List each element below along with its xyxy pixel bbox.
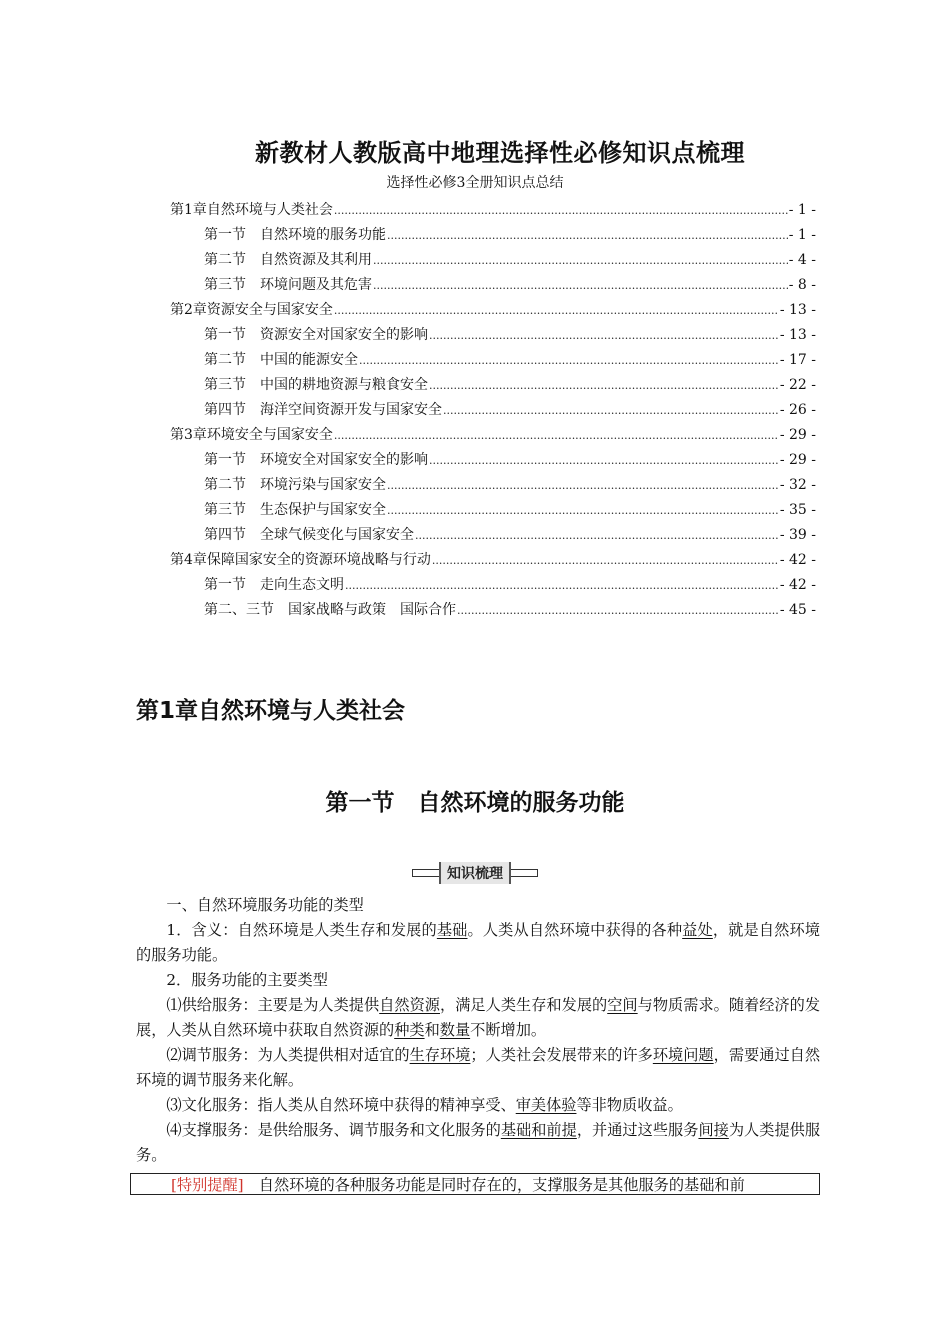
toc-entry-page: - 39 - [779,527,816,543]
paragraph-supply-service [136,993,820,1043]
toc-entry[interactable] [170,298,816,323]
toc-entry[interactable] [170,473,816,498]
toc-entry-page: - 26 - [779,402,816,418]
toc-entry-page: - 1 - [788,227,816,243]
underlined-keyword: 益处 [682,921,713,939]
toc-entry[interactable] [170,423,816,448]
table-of-contents [170,198,816,623]
toc-entry-title: 第一节 自然环境的服务功能 [204,227,386,243]
toc-entry-page: - 22 - [779,377,816,393]
toc-entry[interactable] [170,398,816,423]
toc-leader-dots [415,523,779,548]
toc-leader-dots [457,598,779,623]
underlined-keyword: 间接 [698,1121,729,1139]
text-run: ⑴供给服务：主要是为人类提供 [166,996,380,1014]
toc-entry-page: - 13 - [779,302,816,318]
underlined-keyword: 数量 [439,1021,471,1039]
toc-entry-title: 第四节 全球气候变化与国家安全 [204,527,414,543]
toc-leader-dots [345,573,779,598]
toc-entry[interactable] [170,323,816,348]
banner-left-rule [412,869,439,877]
toc-entry-page: - 29 - [779,452,816,468]
underlined-keyword: 审美体验 [515,1096,577,1114]
toc-leader-dots [373,273,788,298]
text-run: ⑶文化服务：指人类从自然环境中获得的精神享受、 [166,1096,516,1114]
text-run: 等非物质收益。 [576,1096,683,1114]
toc-entry-title: 第三节 环境问题及其危害 [204,277,372,293]
toc-leader-dots [334,198,788,223]
toc-entry[interactable] [170,198,816,223]
paragraph-types-heading: 2．服务功能的主要类型 [166,971,328,989]
toc-entry-title: 第一节 环境安全对国家安全的影响 [204,452,428,468]
paragraph-cultural-service [136,1093,820,1118]
toc-entry[interactable] [170,348,816,373]
text-run: ，需要通过自然环境的调节服务来化解。 [136,1046,821,1089]
toc-entry[interactable] [170,248,816,273]
text-run: ；人类社会发展带来的许多 [470,1046,653,1064]
toc-entry-title: 第二节 中国的能源安全 [204,352,358,368]
toc-entry[interactable] [170,548,816,573]
toc-entry-title: 第四节 海洋空间资源开发与国家安全 [204,402,442,418]
toc-leader-dots [387,498,779,523]
toc-entry-title: 第1章自然环境与人类社会 [170,202,333,218]
document-subtitle: 选择性必修3全册知识点总结 [386,175,564,191]
special-reminder-tag: [特别提醒] [171,1176,244,1194]
toc-leader-dots [443,398,779,423]
toc-entry-page: - 42 - [779,577,816,593]
section-title: 第一节 自然环境的服务功能 [325,790,625,816]
toc-entry-page: - 1 - [788,202,816,218]
toc-entry-title: 第二节 自然资源及其利用 [204,252,372,268]
toc-entry-page: - 29 - [779,427,816,443]
underlined-keyword: 种类 [394,1021,425,1039]
text-run: 不断增加。 [470,1021,547,1039]
toc-entry[interactable] [170,273,816,298]
toc-entry[interactable] [170,598,816,623]
toc-entry[interactable] [170,223,816,248]
toc-entry-title: 第三节 中国的耕地资源与粮食安全 [204,377,428,393]
text-run: 为人类提供服务。 [136,1121,821,1164]
text-run: ⑷支撑服务：是供给服务、调节服务和文化服务的 [166,1121,501,1139]
body-text [136,893,820,1168]
toc-leader-dots [373,248,788,273]
toc-entry[interactable] [170,373,816,398]
toc-entry-title: 第一节 走向生态文明 [204,577,344,593]
text-run: ，就是自然环境的服务功能。 [136,921,821,964]
heading-one: 一、自然环境服务功能的类型 [166,896,364,914]
toc-leader-dots [359,348,779,373]
toc-entry-page: - 42 - [779,552,816,568]
toc-entry-title: 第一节 资源安全对国家安全的影响 [204,327,428,343]
document-title: 新教材人教版高中地理选择性必修知识点梳理 [255,139,745,167]
toc-entry-title: 第二节 环境污染与国家安全 [204,477,386,493]
paragraph-definition [136,918,820,968]
toc-entry-page: - 32 - [779,477,816,493]
paragraph-supporting-service [136,1118,820,1168]
underlined-keyword: 环境问题 [652,1046,714,1064]
toc-entry-title: 第2章资源安全与国家安全 [170,302,333,318]
text-run: 与物质需求。随着经济的发展，人类从自然环境中获取自然资源的 [136,996,821,1039]
toc-entry-title: 第三节 生态保护与国家安全 [204,502,386,518]
underlined-keyword: 自然资源 [379,996,441,1014]
text-run: ，并通过这些服务 [576,1121,699,1139]
toc-leader-dots [334,423,779,448]
toc-entry[interactable] [170,523,816,548]
toc-leader-dots [429,373,779,398]
toc-entry-title: 第4章保障国家安全的资源环境战略与行动 [170,552,431,568]
toc-entry[interactable] [170,448,816,473]
toc-entry-page: - 4 - [788,252,816,268]
special-reminder-box [130,1173,820,1195]
banner-right-rule [511,869,538,877]
text-run: 1．含义：自然环境是人类生存和发展的 [166,921,437,939]
text-run: 。人类从自然环境中获得的各种 [467,921,683,939]
toc-leader-dots [432,548,779,573]
underlined-keyword: 生存环境 [409,1046,471,1064]
special-reminder-text: 自然环境的各种服务功能是同时存在的，支撑服务是其他服务的基础和前 [243,1176,745,1194]
toc-leader-dots [334,298,779,323]
text-run: ，满足人类生存和发展的 [440,996,608,1014]
banner-label: 知识梳理 [439,862,511,884]
underlined-keyword: 基础 [436,921,468,939]
toc-entry-page: - 35 - [779,502,816,518]
text-run: ⑵调节服务：为人类提供相对适宜的 [166,1046,410,1064]
toc-entry-title: 第3章环境安全与国家安全 [170,427,333,443]
toc-entry-page: - 17 - [779,352,816,368]
toc-leader-dots [429,448,779,473]
underlined-keyword: 基础和前提 [500,1121,577,1139]
toc-entry[interactable] [170,573,816,598]
paragraph-regulating-service [136,1043,820,1093]
underlined-keyword: 空间 [607,996,638,1014]
toc-entry-page: - 45 - [779,602,816,618]
chapter-title: 第1章自然环境与人类社会 [136,698,406,724]
toc-leader-dots [429,323,779,348]
toc-entry-page: - 13 - [779,327,816,343]
toc-entry[interactable] [170,498,816,523]
toc-leader-dots [387,223,788,248]
toc-leader-dots [387,473,779,498]
text-run: 和 [424,1021,440,1039]
toc-entry-title: 第二、三节 国家战略与政策 国际合作 [204,602,456,618]
toc-entry-page: - 8 - [788,277,816,293]
knowledge-banner [412,862,538,884]
